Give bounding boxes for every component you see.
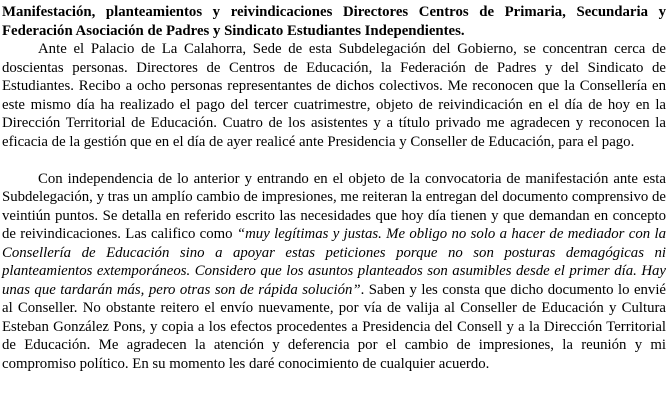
paragraph-1: Ante el Palacio de La Calahorra, Sede de esta Subdelegación del Gobierno, se concentran cerca de doscientas personas. Directores de Centros de Educación, la Federación de Padres y del Sindicato de Estudiantes. Recibo a ocho personas representantes de dichos colectivos. Me reconocen que la Consellería en este mismo día ha realizado el pago del tercer cuatrimestre, objeto de reivindicación en el día de hoy en la Dirección Territorial de Educación. Cuatro de los asistentes y a título privado me agradecen y reconocen la eficacia de la gestión que en el día de ayer realicé ante Presidencia y Conseller de Educación, para el pago. [2, 41, 666, 150]
paragraph-2 [2, 170, 666, 374]
paragraph-2-tail: . Saben y les consta que dicho documento lo envié al Conseller. No obstante reitero el envío nuevamente, por vía de valija al Conseller de Educación y Cultura Esteban González Pons, y copia a los efectos procedentes a Presidencia del Consell y a la Dirección Territorial de Educación. Me agradecen la atención y deferencia por el cambio de impresiones, la reunión y mi compromiso político. En su momento les daré conocimiento de cualquier acuerdo. [2, 281, 666, 372]
document-title: Manifestación, planteamientos y reivindicaciones Directores Centros de Primaria, Secundaria y Federación Asociación de Padres y Sindicato Estudiantes Independientes. [2, 4, 666, 39]
paragraph-2-lead: Con independencia de lo anterior y entrando en el objeto de la convocatoria de manifestación ante esta Subdelegación, y tras un amplío cambio de impresiones, me reiteran la entregan del documento comprensivo de veintiún puntos. Se detalla en referido escrito las necesidades que hoy día tienen y que demandan en concepto de reivindicaciones. Las califico como [2, 170, 666, 242]
paragraph-2-italic-quote: “muy legítimas y justas. Me obligo no solo a hacer de mediador con la Consellería de Educación sino a apoyar estas peticiones porque no son posturas demagógicas ni planteamientos extemporáneos. Considero que los asuntos planteados son asumibles desde el primer día. Hay unas que tardarán más, pero otras son de rápida solución” [2, 226, 666, 298]
